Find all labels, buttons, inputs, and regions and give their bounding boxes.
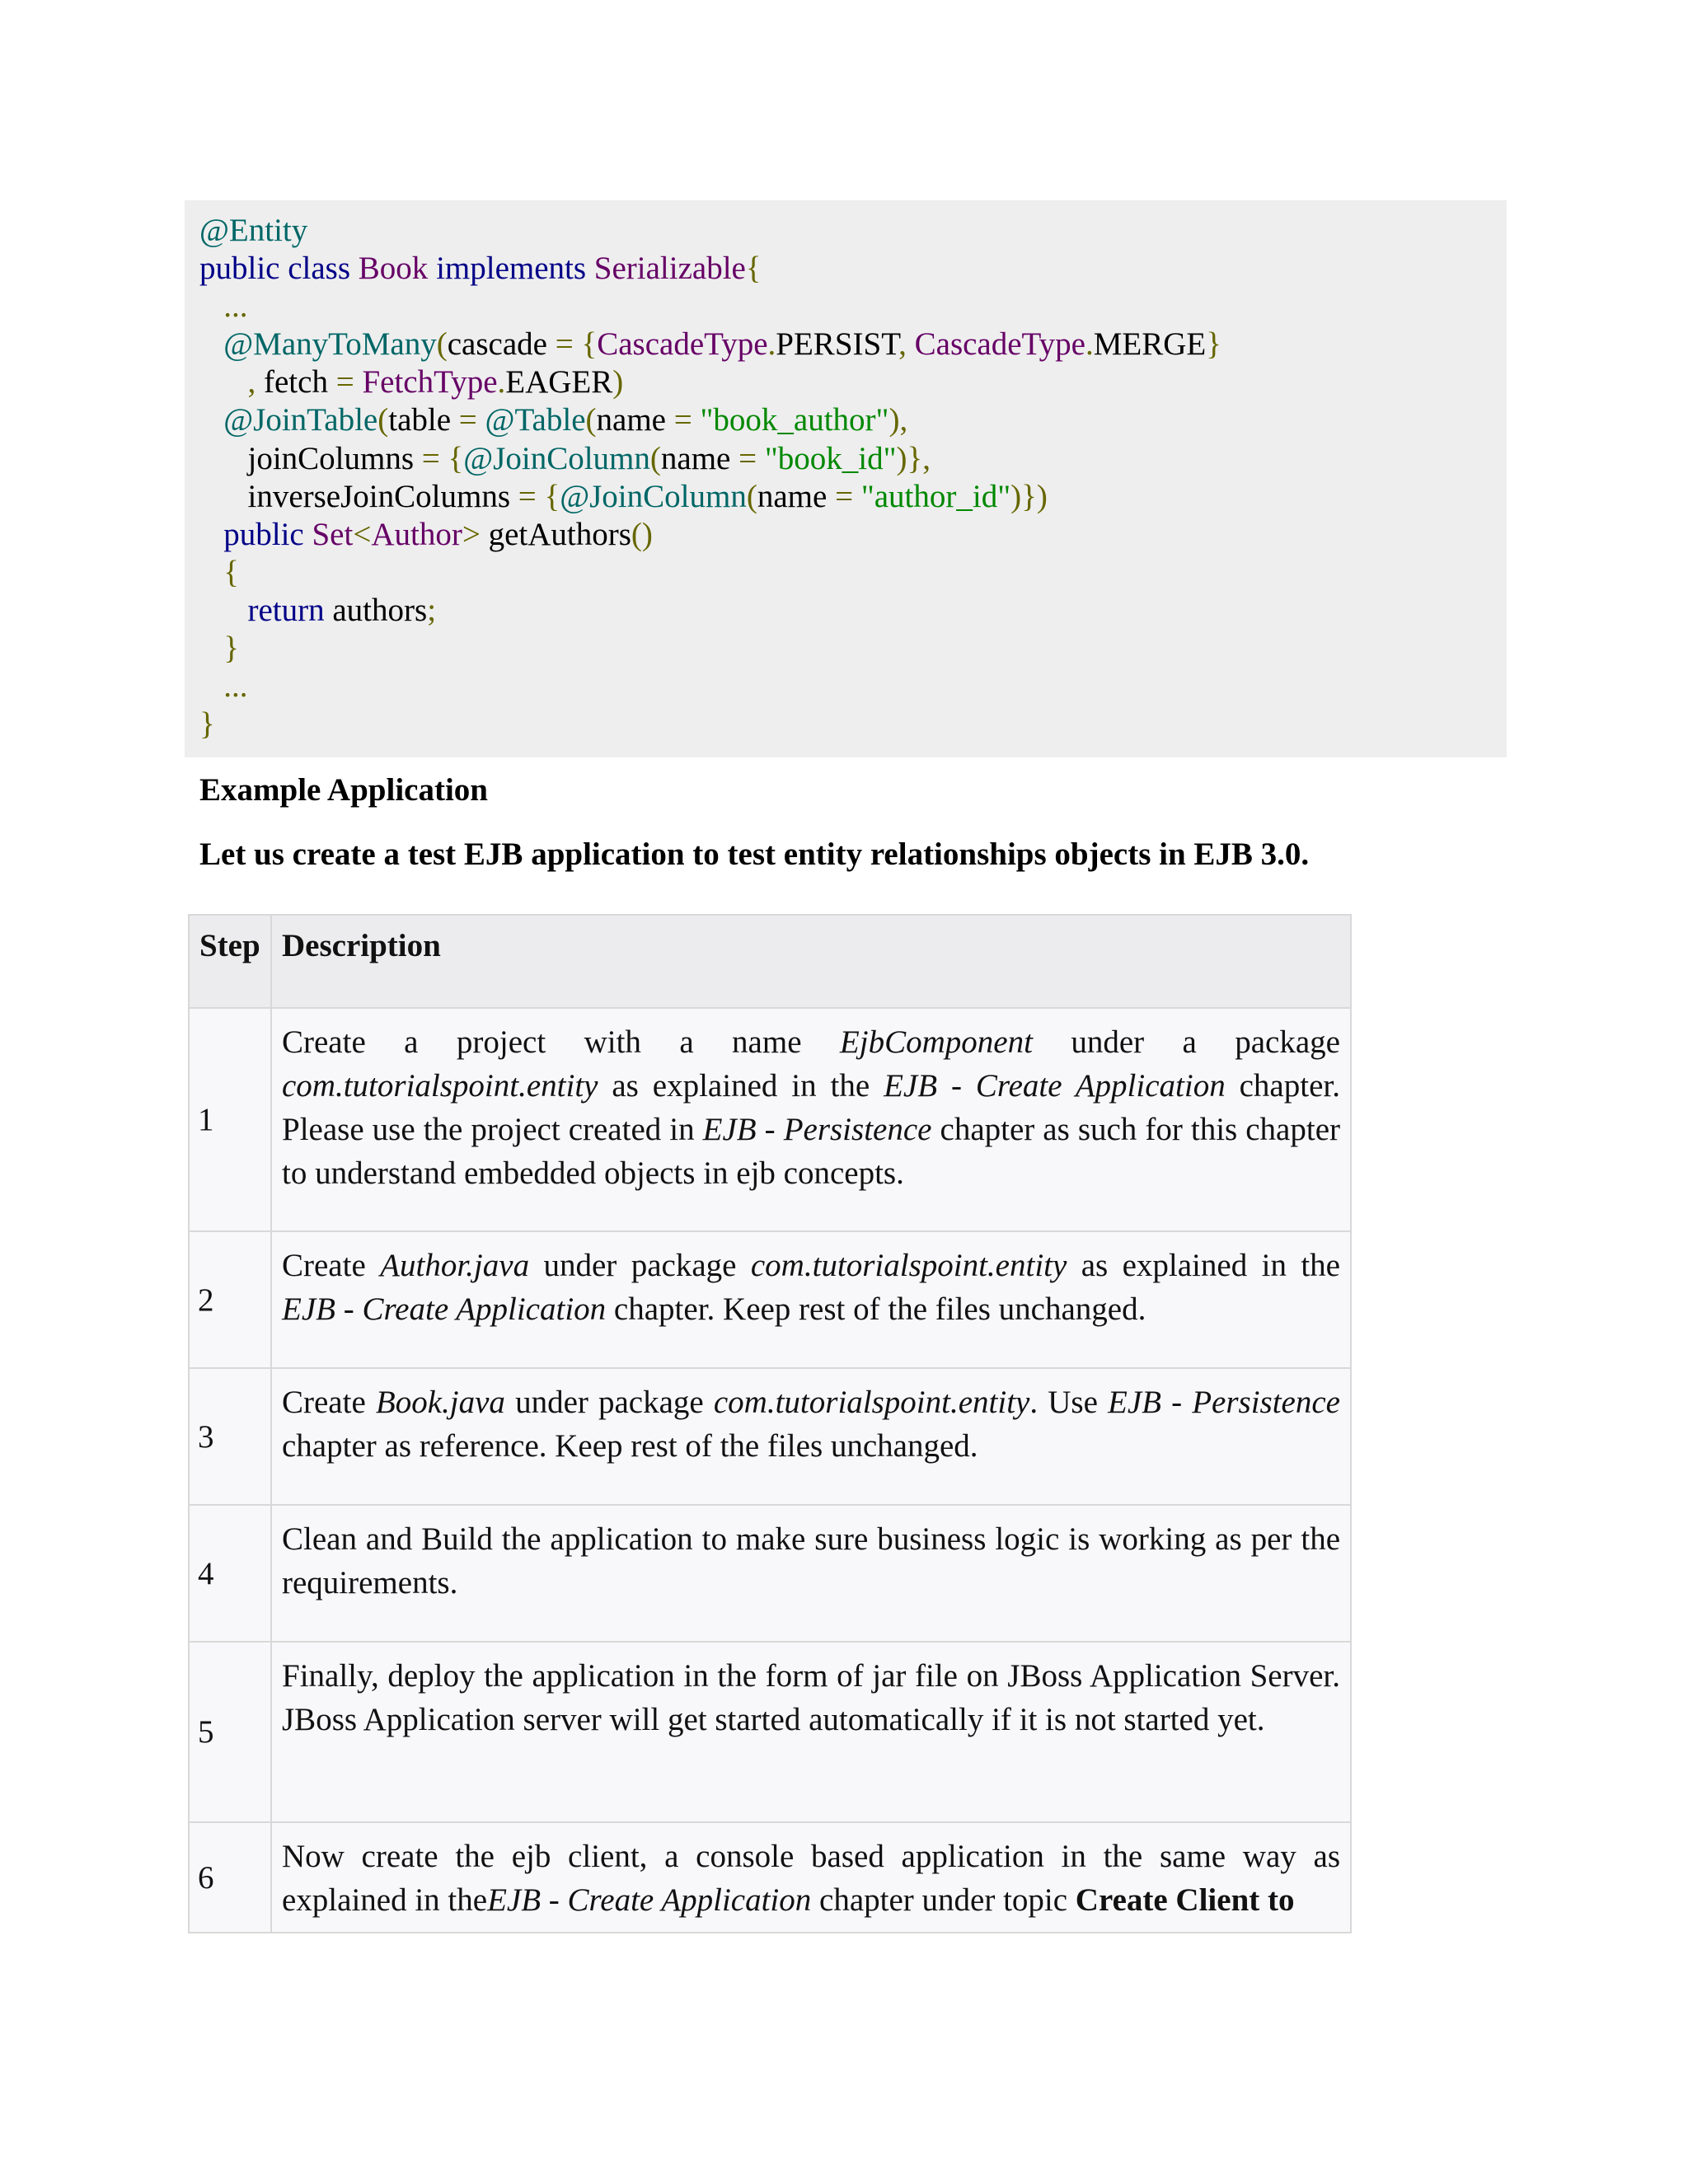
step-number: 5 [189,1642,271,1822]
code-token: fetch [264,364,336,401]
code-token [199,326,223,362]
code-token: = { [421,440,464,476]
description-text: chapter. Keep rest of the files unchanged. [606,1291,1146,1327]
code-token: < [353,516,372,552]
code-token: )}) [1010,478,1048,514]
code-token: @Entity [199,213,308,248]
code-token: @JoinTable [223,402,378,438]
description-text: EJB - Create Application [487,1882,812,1918]
code-token: cascade [447,326,556,363]
code-token: authors [332,592,428,628]
step-number: 1 [189,1008,271,1231]
table-row [189,1822,1351,1933]
header-step: Step [189,915,271,1008]
code-line [199,326,1507,363]
description-text: as explained in the [598,1068,884,1104]
step-number: 2 [189,1231,271,1368]
code-token: = [738,440,765,476]
description-text: Create [282,1385,376,1420]
code-token: ... [199,288,248,325]
intro-text: Let us create a test EJB application to test entity relationships objects in EJB 3.0. [199,837,1310,872]
code-line [199,554,1507,592]
description-text: com.tutorialspoint.entity [282,1068,598,1104]
description-text: com.tutorialspoint.entity [750,1248,1067,1283]
code-token: ( [746,478,757,514]
code-token: MERGE [1093,326,1207,363]
code-token: @JoinColumn [560,478,747,514]
code-token: public [199,516,312,552]
description-text: chapter. Please use the project created in [282,1068,1340,1147]
code-block [185,200,1507,757]
step-description [271,1368,1351,1505]
step-description [271,1505,1351,1642]
description-text: Book.java [375,1385,505,1420]
code-line [199,668,1507,705]
code-token: Set [312,516,354,552]
code-token: @Table [485,402,586,438]
code-token: Serializable [593,251,746,287]
code-token: ), [889,402,908,438]
description-text: Clean and Build the application to make sure business logic is working as per the requirements. [282,1521,1340,1601]
step-number: 6 [189,1822,271,1933]
code-token: } [199,706,215,743]
description-text: chapter under topic [811,1882,1076,1918]
code-token: ( [649,440,661,476]
code-token: ) [612,364,624,401]
code-token: = [458,402,485,438]
code-token: joinColumns [199,440,422,476]
table-row [189,1231,1351,1368]
description-text: Now create the ejb client, a console based application in the same way as explained in the [282,1839,1340,1918]
step-description [271,1008,1351,1231]
code-token: table [388,402,459,438]
code-token: ; [427,592,437,628]
code-token: > [462,516,481,552]
description-text: EjbComponent [839,1024,1033,1060]
code-token: () [631,516,653,552]
code-token: { [745,251,762,287]
code-token: "book_id" [764,440,897,476]
code-line [199,288,1507,326]
step-description [271,1231,1351,1368]
description-text: Create [282,1248,381,1283]
code-line [199,250,1507,288]
code-line [199,440,1507,478]
code-token: ... [199,668,248,705]
code-token: Book [358,251,429,287]
code-token: implements [428,251,594,287]
description-text: Finally, deploy the application in the form of jar file on JBoss Application Server. JBoss Application server will get started automatically if it is not started yet. [282,1658,1340,1737]
code-line [199,630,1507,668]
description-text: under package [529,1248,751,1283]
code-token: getAuthors [480,516,631,552]
description-text: EJB - Persistence [1108,1385,1340,1420]
table-row [189,1642,1351,1822]
code-token: ( [585,402,597,438]
code-token: . [767,326,776,363]
code-token: = [673,402,701,438]
description-text: . Use [1029,1385,1109,1420]
code-token: = { [555,326,598,363]
code-token: } [199,630,239,667]
description-text: as explained in the [1067,1248,1340,1283]
code-token: public class [199,251,359,287]
steps-body [189,1008,1351,1933]
code-token: ( [377,402,389,438]
step-description [271,1822,1351,1933]
steps-table [188,914,1352,1933]
code-token: @JoinColumn [463,440,650,476]
code-token: , [898,326,915,363]
code-token: PERSIST [776,326,899,363]
description-text: under package [504,1385,714,1420]
header-description: Description [271,915,1351,1008]
description-text: Author.java [380,1248,530,1283]
code-token: ( [436,326,448,363]
code-line [199,401,1507,439]
code-line [199,592,1507,630]
code-line [199,705,1507,743]
description-text: com.tutorialspoint.entity [713,1385,1030,1420]
code-token: name [757,478,836,514]
description-text: chapter as such for this chapter to understand embedded objects in ejb concepts. [282,1112,1340,1191]
code-token: Author [371,516,462,552]
code-line [199,478,1507,516]
description-text: chapter as reference. Keep rest of the files unchanged. [282,1428,978,1464]
section-title: Example Application [199,772,488,808]
code-line [199,212,1507,250]
code-token: return [199,592,333,628]
code-token: CascadeType [597,326,768,363]
code-token: "book_author" [700,402,889,438]
description-text: Create a project with a name [282,1024,840,1060]
code-token: } [1206,326,1221,363]
code-line [199,516,1507,554]
description-text: Create Client to [1075,1882,1295,1918]
code-token: EAGER [505,364,613,401]
code-token: @ManyToMany [223,326,437,363]
description-text: EJB - Create Application [884,1068,1226,1104]
code-token: . [1085,326,1094,363]
code-token: { [199,554,239,590]
table-row [189,1505,1351,1642]
description-text: under a package [1032,1024,1340,1060]
code-token: FetchType [362,364,498,401]
code-token: "author_id" [860,478,1011,514]
code-token: name [660,440,739,476]
code-token: CascadeType [914,326,1085,363]
table-header-row [189,915,1351,1008]
table-row [189,1008,1351,1231]
code-token: = [835,478,861,514]
table-row [189,1368,1351,1505]
code-token [199,402,223,438]
description-text: EJB - Persistence [702,1112,932,1147]
step-number: 3 [189,1368,271,1505]
code-token: inverseJoinColumns [199,478,518,514]
code-token: name [596,402,674,438]
step-description [271,1642,1351,1822]
code-token: . [497,364,506,401]
step-number: 4 [189,1505,271,1642]
code-token: = { [518,478,560,514]
code-token: = [335,364,363,401]
code-line [199,363,1507,401]
code-token: , [199,364,264,401]
code-token: )}, [896,440,931,476]
description-text: EJB - Create Application [282,1291,607,1327]
